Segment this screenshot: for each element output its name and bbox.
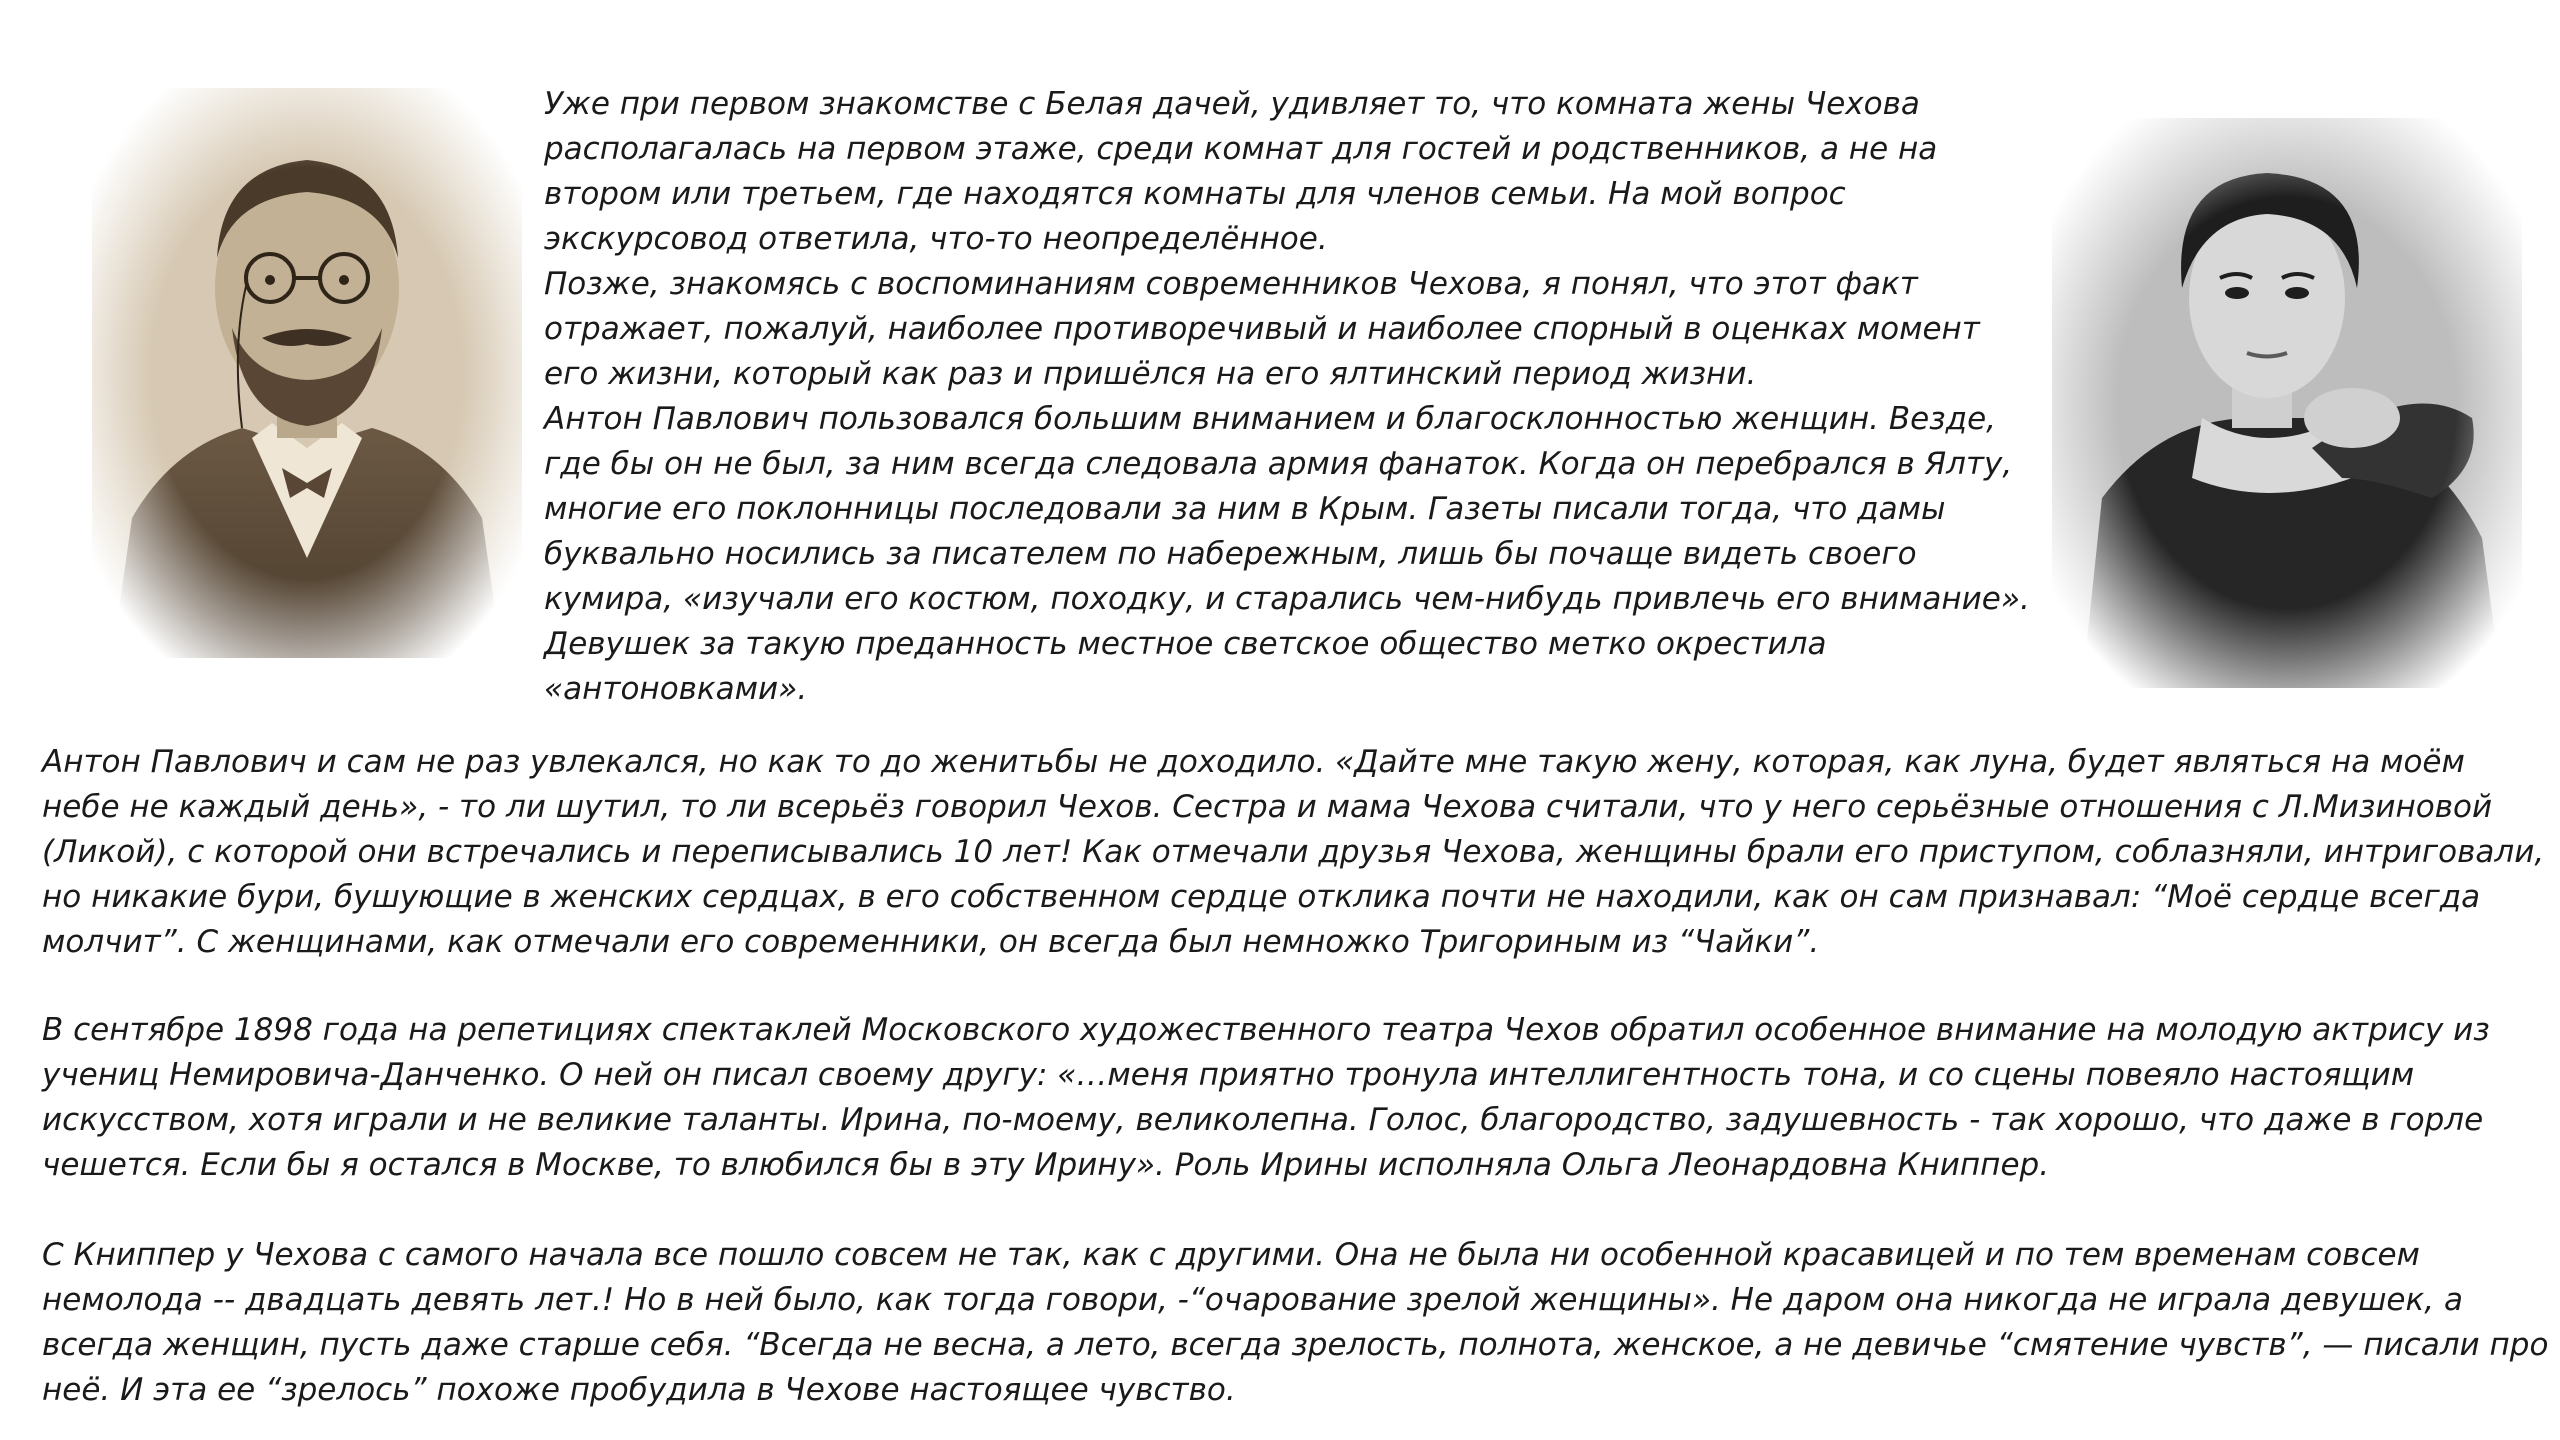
text-line: Антон Павлович пользовался большим вниманием и благосклонностью женщин. Везде,	[544, 401, 1997, 437]
paragraph-women	[42, 740, 2544, 965]
portrait-chekhov	[92, 88, 522, 658]
text-line: молчит”. С женщинами, как отмечали его современники, он всегда был немножко Тригориным из “Чайки”.	[42, 924, 1820, 960]
text-line: всегда женщин, пусть даже старше себя. “Всегда не весна, а лето, всегда зрелость, полнота, женское, а не девичье “смятение чувств”, — писали про	[42, 1327, 2549, 1363]
text-line: учениц Немировича-Данченко. О ней он писал своему другу: «…меня приятно тронула интеллигентность тона, и со сцены повеяло настоящим	[42, 1057, 2415, 1093]
text-line: Уже при первом знакомстве с Белая дачей, удивляет то, что комната жены Чехова	[544, 86, 1920, 122]
text-line: С Книппер у Чехова с самого начала все пошло совсем не так, как с другими. Она не была ни особенной красавицей и по тем временам совсем	[42, 1237, 2420, 1273]
text-line: чешется. Если бы я остался в Москве, то влюбился бы в эту Ирину». Роль Ирины исполняла Ольга Леонардовна Книппер.	[42, 1147, 2050, 1183]
portrait-chekhov-image	[92, 88, 522, 658]
text-line: многие его поклонницы последовали за ним в Крым. Газеты писали тогда, что дамы	[544, 491, 1946, 527]
text-line: немолода -- двадцать девять лет.! Но в ней было, как тогда говори, -“очарование зрелой женщины». Не даром она никогда не играла девушек, а	[42, 1282, 2463, 1318]
paragraph-knipper	[42, 1233, 2548, 1413]
text-line: экскурсовод ответила, что-то неопределённое.	[544, 221, 1328, 257]
text-line: Девушек за такую преданность местное светское общество метко окрестила	[544, 626, 1827, 662]
text-line: втором или третьем, где находятся комнаты для членов семьи. На мой вопрос	[544, 176, 1846, 212]
text-line: буквально носились за писателем по набережным, лишь бы почаще видеть своего	[544, 536, 1917, 572]
text-line: но никакие бури, бушующие в женских сердцах, в его собственном сердце отклика почти не находили, как он сам признавал: “Моё сердце всегда	[42, 879, 2481, 915]
text-line: отражает, пожалуй, наиболее противоречивый и наиболее спорный в оценках момент	[544, 311, 1980, 347]
paragraph-1898	[42, 1008, 2490, 1188]
intro-text-block	[544, 82, 2030, 712]
text-line: его жизни, который как раз и пришёлся на его ялтинский период жизни.	[544, 356, 1757, 392]
portrait-knipper	[2052, 118, 2522, 688]
text-line: «антоновками».	[544, 671, 808, 707]
text-line: В сентябре 1898 года на репетициях спектаклей Московского художественного театра Чехов обратил особенное внимание на молодую актрису из	[42, 1012, 2490, 1048]
text-line: где бы он не был, за ним всегда следовала армия фанаток. Когда он перебрался в Ялту,	[544, 446, 2013, 482]
text-line: небе не каждый день», - то ли шутил, то ли всерьёз говорил Чехов. Сестра и мама Чехова считали, что у него серьёзные отношения с Л.Мизиновой	[42, 789, 2493, 825]
text-line: неё. И эта ее “зрелось” похоже пробудила в Чехове настоящее чувство.	[42, 1372, 1236, 1408]
text-line: располагалась на первом этаже, среди комнат для гостей и родственников, а не на	[544, 131, 1938, 167]
text-line: искусством, хотя играли и не великие таланты. Ирина, по-моему, великолепна. Голос, благородство, задушевность - так хорошо, что даже в горле	[42, 1102, 2484, 1138]
text-line: Позже, знакомясь с воспоминаниям современников Чехова, я понял, что этот факт	[544, 266, 1918, 302]
portrait-knipper-image	[2052, 118, 2522, 688]
text-line: кумира, «изучали его костюм, походку, и старались чем-нибудь привлечь его внимание».	[544, 581, 2030, 617]
text-line: (Ликой), с которой они встречались и переписывались 10 лет! Как отмечали друзья Чехова, женщины брали его приступом, соблазняли, интриговали,	[42, 834, 2545, 870]
text-line: Антон Павлович и сам не раз увлекался, но как то до женитьбы не доходило. «Дайте мне такую жену, которая, как луна, будет являться на моём	[42, 744, 2465, 780]
